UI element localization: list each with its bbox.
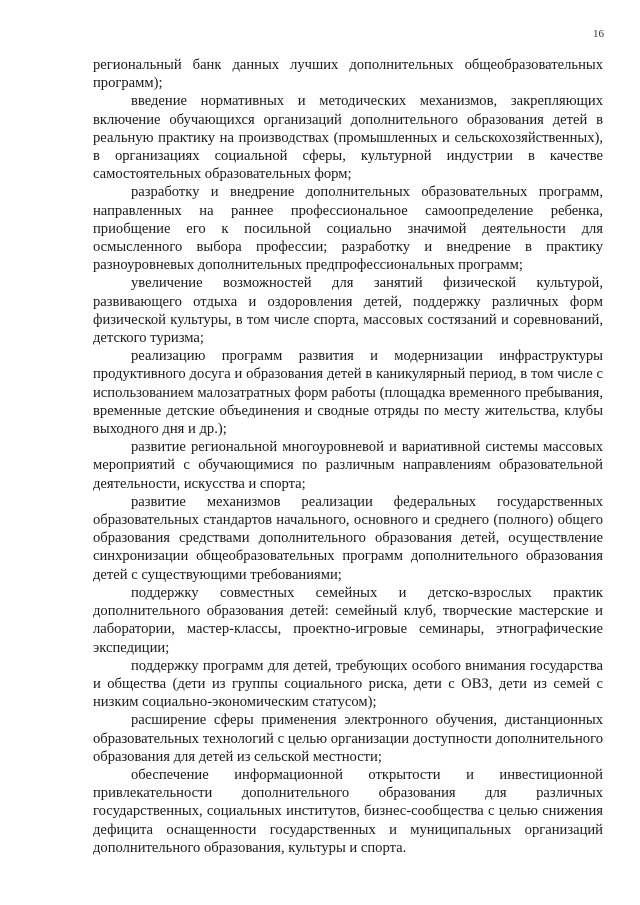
paragraph-information-openness: обеспечение информационной открытости и инвестиционной привлекательности дополнительного образования для различных государственных, социальных институтов, бизнес-сообщества с целью снижения дефицита оснащенности государственных и муниципальных организаций дополнительного образования, культуры и спорта. bbox=[93, 766, 603, 856]
paragraph-mass-events: развитие региональной многоуровневой и вариативной системы массовых мероприятий с обучающимися по различным направлениям образовательной деятельности, искусства и спорта; bbox=[93, 439, 603, 492]
paragraph-family-practices: поддержку совместных семейных и детско-взрослых практик дополнительного образования детей: семейный клуб, творческие мастерские и лаборатории, мастер-классы, проектно-игровые семинары, этнографические экспедиции; bbox=[93, 584, 603, 656]
document-body bbox=[93, 56, 603, 857]
paragraph-leisure-infrastructure: реализацию программ развития и модернизации инфраструктуры продуктивного досуга и образования детей в каникулярный период, в том числе с использованием малозатратных форм работы (площадка временного пребывания, временные детские объединения и сводные отряды по месту жительства, клубы выходного дня и др.); bbox=[93, 348, 603, 438]
paragraph-physical-culture: увеличение возможностей для занятий физической культурой, развивающего отдыха и оздоровления детей, поддержку различных форм физической культуры, в том числе спорта, массовых состязаний и соревнований, детского туризма; bbox=[93, 275, 603, 347]
paragraph-special-attention-children: поддержку программ для детей, требующих особого внимания государства и общества (дети из группы социального риска, дети с ОВЗ, дети из семей с низким социально-экономическим статусом); bbox=[93, 657, 603, 711]
paragraph-normative-mechanisms: введение нормативных и методических механизмов, закрепляющих включение обучающихся организаций дополнительного образования детей в реальную практику на производствах (промышленных и сельскохозяйственных), в организациях социальной сферы, культурной индустрии в качестве самостоятельных образовательных форм; bbox=[93, 93, 603, 183]
paragraph-federal-standards: развитие механизмов реализации федеральных государственных образовательных стандартов начального, основного и среднего (полного) общего образования средствами дополнительного образования детей, осуществление синхронизации общеобразовательных программ дополнительного образования детей с существующими требованиями; bbox=[93, 493, 603, 583]
paragraph-regional-data-bank: региональный банк данных лучших дополнительных общеобразовательных программ); bbox=[93, 57, 603, 92]
paragraph-e-learning: расширение сферы применения электронного обучения, дистанционных образовательных технологий с целью организации доступности дополнительного образования для детей из сельской местности; bbox=[93, 712, 603, 765]
page-number: 16 bbox=[593, 28, 604, 40]
paragraph-professional-self-determination: разработку и внедрение дополнительных образовательных программ, направленных на раннее профессиональное самоопределение ребенка, приобщение его к посильной социально значимой деятельности для осмысленного выбора профессии; разработку и внедрение в практику разноуровневых дополнительных предпрофессиональных программ; bbox=[93, 184, 603, 274]
